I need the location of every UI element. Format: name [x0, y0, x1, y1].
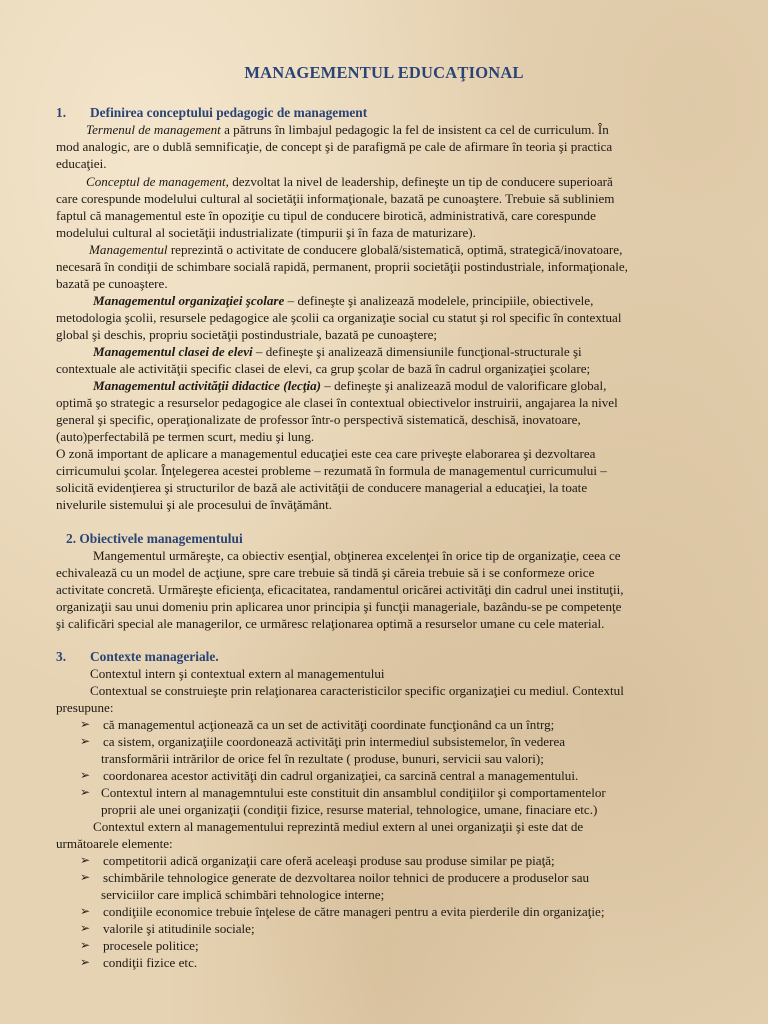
arrow-bullet-icon: ➢: [80, 938, 91, 952]
paragraph-line: organizaţii sau unui domeniu prin aplicarea unor principia şi funcţii manageriale, bazându-se pe competenţe: [56, 599, 622, 614]
list-item: coordonarea acestor activităţi din cadrul organizaţiei, ca sarcină central a managementului.: [103, 768, 579, 783]
paragraph-line: activitate concretă. Urmăreşte eficienţa, eficacitatea, randamentul oricărei activităţi din cadrul unei instituţii,: [56, 582, 624, 597]
paragraph-line: [56, 121, 732, 138]
paragraph-line: O zonă important de aplicare a managementul educaţiei este cea care priveşte elaborarea şi dezvoltarea: [56, 446, 596, 461]
paragraph-line: [56, 343, 732, 360]
arrow-bullet-icon: ➢: [80, 921, 91, 935]
paragraph-line: bazată pe cunoaştere.: [56, 276, 168, 291]
paragraph-line: [56, 377, 732, 394]
paragraph-line: general şi specific, operaţionalizate de professor într-o perspectivă sistematică, deschisă, inovatoare,: [56, 412, 581, 427]
arrow-bullet-icon: ➢: [80, 955, 91, 969]
section-3-heading: [56, 648, 732, 665]
term-activitatii-didactice: Managementul activităţii didactice (lecţia): [93, 378, 322, 393]
section-2-heading: 2. Obiectivele managementului: [66, 531, 243, 546]
paragraph-line: mod analogic, are o dublă semnificaţie, de concept şi de parafigmă pe cale de afirmare în teoria şi practica: [56, 139, 613, 154]
list-item: condiţii fizice etc.: [103, 955, 198, 970]
text-span: Contextul intern şi contextual extern al managementului: [90, 666, 385, 681]
paragraph-line: [56, 665, 732, 682]
list-item: condiţiile economice trebuie înţelese de către manageri pentru a evita pierderile din organizaţie;: [103, 904, 605, 919]
text-span: – defineşte şi analizează dimensiunile funcţional-structurale şi: [252, 344, 582, 359]
arrow-bullet-icon: ➢: [80, 717, 91, 731]
list-item: Contextul intern al managemntului este constituit din ansamblul condiţiilor şi comportamentelor: [101, 785, 606, 800]
list-item: procesele politice;: [103, 938, 199, 953]
list-item: schimbările tehnologice generate de dezvoltarea noilor tehnici de producere a produselor sau: [103, 870, 590, 885]
text-span: Mangementul urmăreşte, ca obiectiv esenţial, obţinerea excelenţei în orice tip de organizaţie, ceea ce: [93, 548, 621, 563]
list-item-continued: transformării intrărilor de orice fel în rezultate ( produse, bunuri, servicii sau valori);: [101, 751, 544, 766]
list-item-continued: proprii ale unei organizaţii (condiţii fizice, resurse material, tehnologice, umane, finaciare etc.): [101, 802, 598, 817]
paragraph-line: (auto)perfectabilă pe termen scurt, mediu şi lung.: [56, 429, 315, 444]
paragraph-line: faptul că managementul este în opoziţie cu tipul de conducere birotică, administrativă, care corespunde: [56, 208, 596, 223]
paragraph-line: necesară în condiţii de schimbare socială rapidă, permanent, proprii societăţii postindustriale, informaţionale,: [56, 259, 628, 274]
arrow-bullet-icon: ➢: [80, 853, 91, 867]
section-1-heading: [56, 104, 732, 121]
paragraph-line: şi calificări special ale managerilor, ce urmăresc relaţionarea optimă a resurselor umane cu cele material.: [56, 616, 605, 631]
arrow-bullet-icon: ➢: [80, 785, 91, 799]
paragraph-line: presupune:: [56, 700, 114, 715]
paragraph-line: solicită evidenţierea şi structurilor de bază ale activităţii de conducere managerial a educaţiei, la toate: [56, 480, 588, 495]
text-span: Contextul extern al managementului reprezintă mediul extern al unei organizaţii şi este dat de: [93, 819, 584, 834]
paragraph-line: următoarele elemente:: [56, 836, 173, 851]
paragraph-line: optimă şo strategic a resurselor pedagogice ale clasei în contextual obiectivelor instruirii, angajarea la nivel: [56, 395, 618, 410]
text-span: , dezvoltat la nivel de leadership, defineşte un tip de conducere superioară: [225, 174, 613, 189]
paragraph-line: [56, 173, 732, 190]
paragraph-line: contextuale ale activităţii specific clasei de elevi, ca grup şcolar de bază în cadrul organizaţiei şcolare;: [56, 361, 591, 376]
paragraph-line: [56, 241, 732, 258]
list-item: că managementul acţionează ca un set de activităţi coordinate funcţionând ca un întrg;: [103, 717, 555, 732]
list-item-continued: serviciilor care implică schimbări tehnologice interne;: [101, 887, 385, 902]
section-1-title: Definirea conceptului pedagogic de management: [90, 105, 368, 120]
paragraph-line: nivelurile sistemului şi ale procesului de învăţământ.: [56, 497, 332, 512]
paragraph-line: [56, 682, 732, 699]
text-span: reprezintă o activitate de conducere globală/sistematică, optimă, strategică/inovatoare,: [167, 242, 623, 257]
managementul-term: Managementul: [89, 242, 168, 257]
term-organizatiei-scolare: Managementul organizaţiei şcolare: [93, 293, 285, 308]
list-item: valorile şi atitudinile sociale;: [103, 921, 255, 936]
arrow-bullet-icon: ➢: [80, 870, 91, 884]
paragraph-line: educaţiei.: [56, 156, 107, 171]
term-management: Termenul de management: [86, 122, 221, 137]
paragraph-line: [56, 292, 732, 309]
list-item: competitorii adică organizaţii care oferă aceleaşi produse sau produse similar pe piaţă;: [103, 853, 555, 868]
paragraph-line: global şi deschis, propriu societăţii postindustriale, bazată pe cunoaştere;: [56, 327, 438, 342]
concept-management: Conceptul de management: [86, 174, 226, 189]
paragraph-line: modelului cultural al societăţii industrializate (timpurii şi în faza de maturizare).: [56, 225, 476, 240]
text-span: – defineşte şi analizează modelele, principiile, obiectivele,: [284, 293, 594, 308]
paragraph-line: cirricumului şcolar. Înţelegerea acestei probleme – rezumată în formula de managementul curricumului –: [56, 463, 607, 478]
list-item: ca sistem, organizaţiile coordonează activităţi prin intermediul subsistemelor, în vederea: [103, 734, 566, 749]
paragraph-line: [56, 547, 732, 564]
section-3-title: Contexte manageriale.: [90, 649, 219, 664]
arrow-bullet-icon: ➢: [80, 768, 91, 782]
paragraph-line: echivalează cu un model de acţiune, spre care trebuie să tindă şi căreia trebuie să i se conformeze orice: [56, 565, 595, 580]
paragraph-line: [56, 818, 732, 835]
section-1-number: 1.: [56, 105, 67, 120]
text-span: – defineşte şi analizează modul de valorificare global,: [321, 378, 607, 393]
page-title: MANAGEMENTUL EDUCAŢIONAL: [244, 63, 524, 82]
section-3-number: 3.: [56, 649, 67, 664]
term-clasei-de-elevi: Managementul clasei de elevi: [93, 344, 253, 359]
arrow-bullet-icon: ➢: [80, 904, 91, 918]
text-span: Contextual se construieşte prin relaţionarea caracteristicilor specific organizaţiei cu mediul. Contextul: [90, 683, 624, 698]
arrow-bullet-icon: ➢: [80, 734, 91, 748]
paragraph-line: metodologia şcolii, resursele pedagogice ale şcolii ca organizaţie social cu statut şi rol specific în contextual: [56, 310, 622, 325]
paragraph-line: care corespunde modelului cultural al societăţii informaţionale, bazată pe cunoaştere. Trebuie să subliniem: [56, 191, 615, 206]
text-span: a pătruns în limbajul pedagogic la fel de insistent ca cel de curriculum. În: [220, 122, 609, 137]
